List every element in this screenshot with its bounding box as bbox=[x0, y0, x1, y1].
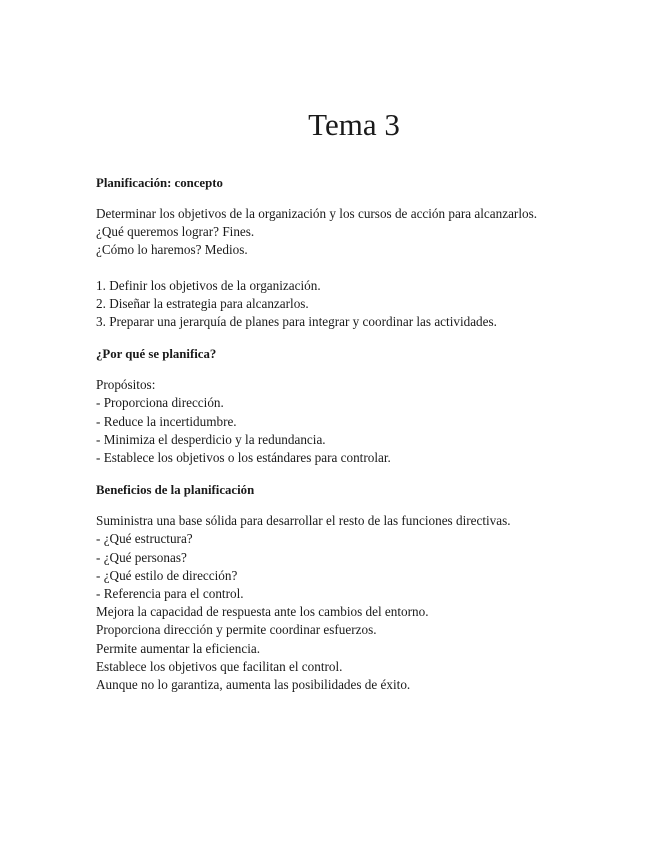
paragraph-line: Propósitos: bbox=[96, 377, 156, 393]
list-item: - ¿Qué personas? bbox=[96, 549, 187, 565]
paragraph-line: Mejora la capacidad de respuesta ante los cambios del entorno. bbox=[96, 604, 429, 620]
paragraph-line: Determinar los objetivos de la organización y los cursos de acción para alcanzarlos. bbox=[96, 206, 538, 221]
numbered-item: 1. Definir los objetivos de la organización. bbox=[96, 277, 321, 293]
section-heading-concepto: Planificación: concepto bbox=[96, 176, 223, 190]
numbered-item: 2. Diseñar la estrategia para alcanzarlos. bbox=[96, 295, 309, 311]
document-body bbox=[96, 174, 616, 694]
page-title: Tema 3 bbox=[308, 107, 400, 142]
list-item: - Proporciona dirección. bbox=[96, 395, 224, 411]
paragraph-line: Establece los objetivos que facilitan el control. bbox=[96, 658, 343, 674]
list-item: - ¿Qué estructura? bbox=[96, 531, 193, 547]
numbered-item: 3. Preparar una jerarquía de planes para integrar y coordinar las actividades. bbox=[96, 314, 497, 330]
paragraph-line: Permite aumentar la eficiencia. bbox=[96, 640, 261, 656]
list-item: - Reduce la incertidumbre. bbox=[96, 413, 237, 429]
section-heading-por-que: ¿Por qué se planifica? bbox=[96, 347, 217, 362]
list-item: - Establece los objetivos o los estándares para controlar. bbox=[96, 450, 391, 466]
paragraph-line: ¿Qué queremos lograr? Fines. bbox=[96, 224, 255, 240]
list-item: - ¿Qué estilo de dirección? bbox=[96, 567, 238, 583]
section-heading-beneficios: Beneficios de la planificación bbox=[96, 483, 255, 498]
paragraph-line: Aunque no lo garantiza, aumenta las posibilidades de éxito. bbox=[96, 677, 411, 693]
list-item: - Referencia para el control. bbox=[96, 586, 244, 602]
paragraph-line: Suministra una base sólida para desarrollar el resto de las funciones directivas. bbox=[96, 513, 511, 529]
paragraph-line: Proporciona dirección y permite coordinar esfuerzos. bbox=[96, 622, 377, 638]
paragraph-line: ¿Cómo lo haremos? Medios. bbox=[96, 242, 248, 258]
list-item: - Minimiza el desperdicio y la redundancia. bbox=[96, 431, 326, 447]
